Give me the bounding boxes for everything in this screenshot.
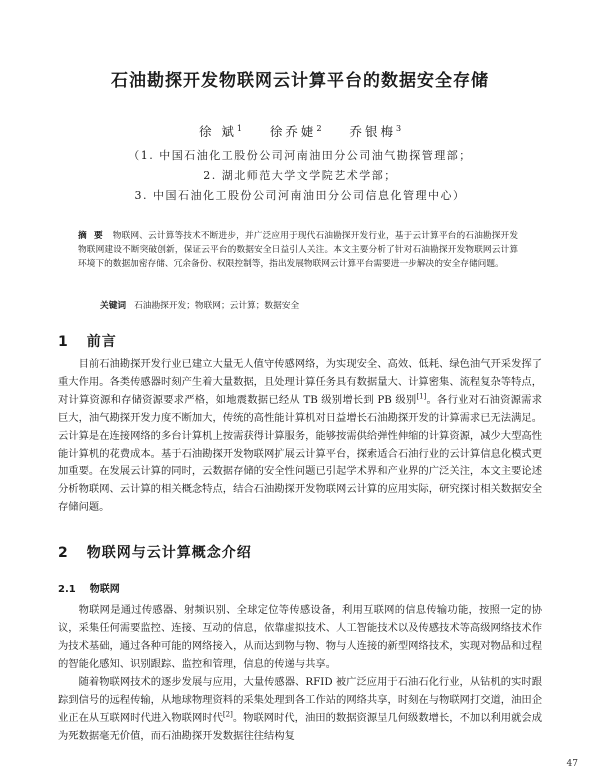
paragraph-text: 随着物联网技术的逐步发展与应用，大量传感器、RFID 被广泛应用于石油石化行业，从钻机的实时跟踪到信号的远程传输，从地球物理资料的采集处理到各工作站的网络共享，时刻在与物联网打交道，油田企业正在从互联网时代进入物联网时代	[58, 676, 542, 724]
section-number: 2	[58, 545, 69, 561]
keywords-label: 关键词	[100, 301, 127, 311]
author-affiliation-mark: 3	[395, 123, 402, 133]
author-name: 乔银梅	[349, 124, 396, 139]
section-title: 物联网与云计算概念介绍	[86, 545, 252, 561]
keywords	[100, 299, 520, 313]
paragraph-text: 。各行业对石油资源需求巨大，油气勘探开发力度不断加大，传统的高性能计算机对日益增长石油勘探开发的计算需求已无法满足。云计算是在连接网络的多台计算机上按需获得计算服务，能够按需供给弹性伸缩的计算资源，减少大型高性能计算机的花费成本。基于石油勘探开发物联网扩展云计算平台，探索适合石油行业的云计算信息化模式更加重要。在发展云计算的同时，云数据存储的安全性问题已引起学术界和产业界的广泛关注，本文主要论述分析物联网、云计算的相关概念特点，结合石油勘探开发物联网云计算的应用实际，研究探讨相关数据安全存储问题。	[58, 393, 542, 514]
author-name: 徐乔婕	[269, 124, 317, 139]
citation-ref: [1]	[416, 392, 427, 401]
abstract-text: 物联网、云计算等技术不断进步，并广泛应用于现代石油勘探开发行业，基于云计算平台的石油勘探开发物联网建设不断突破创新，保证云平台的数据安全日益引人关注。本文主要分析了针对石油勘探开发物联网云计算环境下的数据加密存储、冗余备份、权限控制等，指出发展物联网云计算平台需要进一步解决的安全存储问题。	[78, 231, 519, 269]
paragraph-text: 目前石油勘探开发行业已建立大量无人值守传感网络，为实现安全、高效、低耗、绿色油气开采发挥了重大作用。各类传感器时刻产生着大量数据，且处理计算任务具有数据量大、计算密集、流程复杂等特点，对计算资源和存储资源要求严格，如地震数据已经从 TB 级别增长到 PB 级别	[58, 358, 542, 406]
subsection-number: 2.1	[58, 584, 76, 595]
paper-title: 石油勘探开发物联网云计算平台的数据安全存储	[111, 71, 489, 91]
page-number: 47	[566, 759, 578, 769]
section-title: 前言	[86, 334, 117, 350]
keywords-text: 石油勘探开发；物联网；云计算；数据安全	[134, 301, 300, 311]
author-line	[0, 122, 600, 140]
author-affiliation-mark: 2	[316, 123, 322, 133]
author-name: 徐 斌	[198, 124, 237, 139]
abstract	[78, 229, 518, 271]
subsection-title: 物联网	[89, 584, 120, 595]
body-paragraph	[58, 674, 542, 746]
author-affiliation-mark: 1	[236, 123, 243, 133]
citation-ref: [2]	[222, 710, 233, 719]
body-paragraph: 物联网是通过传感器、射频识别、全球定位等传感设备，利用互联网的信息传输功能，按照一定的协议，采集任何需要监控、连接、互动的信息，依靠虚拟技术、人工智能技术以及传感技术等高级网络技术作为技术基础，通过各种可能的网络接入，从而达到物与物、物与人连接的新型网络技术，实现对物品和过程的智能化感知、识别跟踪、监控和管理，信息的传递与共享。	[58, 604, 542, 670]
paragraph-text: 。物联网时代，油田的数据资源呈几何级数增长，不加以利用就会成为死数据毫无价值，而石油勘探开发数据往往结构复	[58, 711, 543, 742]
section-heading	[58, 331, 117, 351]
affiliation-line: （1. 中国石油化工股份公司河南油田分公司油气勘探管理部；	[128, 149, 472, 162]
subsection-heading	[58, 580, 120, 595]
section-number: 1	[58, 334, 69, 350]
abstract-label: 摘 要	[78, 231, 105, 241]
affiliation-line: 2. 湖北师范大学文学院艺术学部；	[203, 169, 397, 182]
section-heading	[58, 542, 252, 562]
body-paragraph	[58, 356, 542, 517]
affiliation-line: 3. 中国石油化工股份公司河南油田分公司信息化管理中心）	[134, 189, 466, 202]
